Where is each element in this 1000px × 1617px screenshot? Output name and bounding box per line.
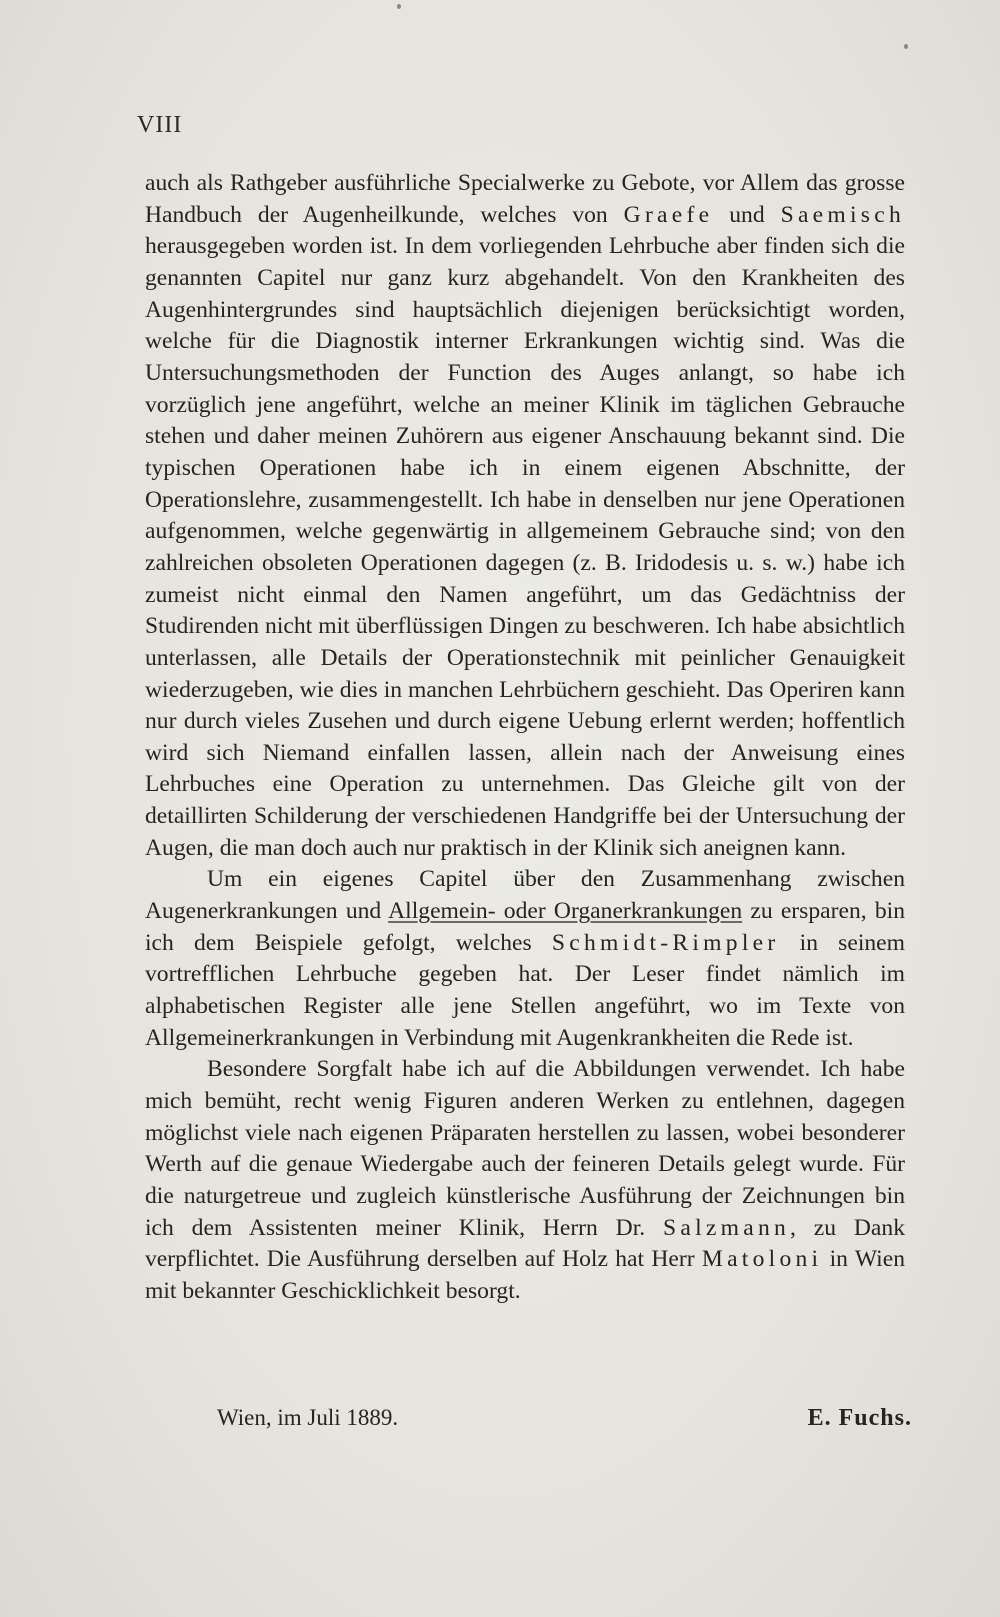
text-run: in Wien mit bekannter Geschicklichkeit besorgt. bbox=[145, 1246, 905, 1304]
paragraph-1 bbox=[145, 168, 905, 864]
paper-speck bbox=[397, 4, 401, 9]
paragraph-3 bbox=[145, 1054, 905, 1307]
name-salzmann: Salzmann bbox=[663, 1214, 791, 1241]
text-run: , zu Dank verpflichtet. Die Ausführung derselben auf Holz hat Herr bbox=[145, 1214, 905, 1273]
text-run: Besondere Sorgfalt habe ich auf die Abbildungen verwendet. Ich habe mich bemüht, recht wenig Figuren anderen Werken zu entlehnen, dagegen möglichst viele nach eigenen Präparaten herstellen zu lassen, wobei besonderer Werth auf die genaue Wiedergabe auch der feineren Details gelegt wurde. Für die naturgetreue und zugleich künstlerische Ausführung der Zeichnungen bin ich dem Assistenten meiner Klinik, Herrn Dr. bbox=[145, 1056, 905, 1241]
paragraph-2 bbox=[145, 864, 905, 1054]
underlined-phrase: Allgemein- oder Organerkrankungen bbox=[388, 898, 743, 925]
author-signature: E. Fuchs. bbox=[807, 1405, 912, 1431]
text-run: zu ersparen, bin ich dem Beispiele gefolgt, welches bbox=[145, 898, 905, 956]
text-run: auch als Rathgeber ausführliche Specialwerke zu Gebote, vor Allem das grosse Handbuch der Augenheilkunde, welches von bbox=[145, 170, 905, 228]
name-graefe: Graefe bbox=[623, 201, 714, 228]
text-run: in seinem vortrefflichen Lehrbuche gegeben hat. Der Leser findet nämlich im alphabetischen Register alle jene Stellen angeführt, wo im Texte von Allgemeinerkrankungen in Verbindung mit Augenkrankheiten die Rede ist. bbox=[145, 929, 906, 1051]
text-run: Um ein eigenes Capitel über den Zusammenhang zwischen Augenerkrankungen und bbox=[145, 866, 905, 925]
place-date: Wien, im Juli 1889. bbox=[217, 1405, 399, 1430]
name-matoloni: Matoloni bbox=[701, 1246, 823, 1273]
text-run: herausgegeben worden ist. In dem vorliegenden Lehrbuche aber finden sich die genannten Capitel nur ganz kurz abgehandelt. Von den Krankheiten des Augenhintergrundes sind hauptsächlich diejenigen berücksichtigt worden, welche für die Diagnostik interner Erkrankungen wichtig sind. Was die Untersuchungsmethoden der Function des Auges anlangt, so habe ich vorzüglich jene angeführt, welche an meiner Klinik im täglichen Gebrauche stehen und daher meinen Zuhörern aus eigener Anschauung bekannt sind. Die typischen Operationen habe ich in einem eigenen Abschnitte, der Operationslehre, zusammengestellt. Ich habe in denselben nur jene Operationen aufgenommen, welche gegenwärtig in allgemeinem Gebrauche sind; von den zahlreichen obsoleten Operationen dagegen (z. B. Iridodesis u. s. w.) habe ich zumeist nicht einmal den Namen angeführt, um das Gedächtniss der Studirenden nicht mit überflüssigen Dingen zu beschweren. Ich habe absichtlich unterlassen, alle Details der Operationstechnik mit peinlicher Genauigkeit wiederzugeben, wie dies in manchen Lehrbüchern geschieht. Das Operiren kann nur durch vieles Zusehen und durch eigene Uebung erlernt werden; hoffentlich wird sich Niemand einfallen lassen, allein nach der Anweisung eines Lehrbuches eine Operation zu unternehmen. Das Gleiche gilt von der detaillirten Schilderung der verschiedenen Handgriffe bei der Untersuchung der Augen, die man doch auch nur praktisch in der Klinik sich aneignen kann. bbox=[145, 233, 905, 861]
page-number: VIII bbox=[137, 112, 183, 138]
paper-speck bbox=[904, 44, 908, 49]
text-run: und bbox=[713, 201, 781, 228]
name-schmidt-rimpler: Schmidt-Rimpler bbox=[551, 929, 780, 956]
name-saemisch: Saemisch bbox=[780, 201, 905, 228]
body-text bbox=[145, 168, 905, 1308]
